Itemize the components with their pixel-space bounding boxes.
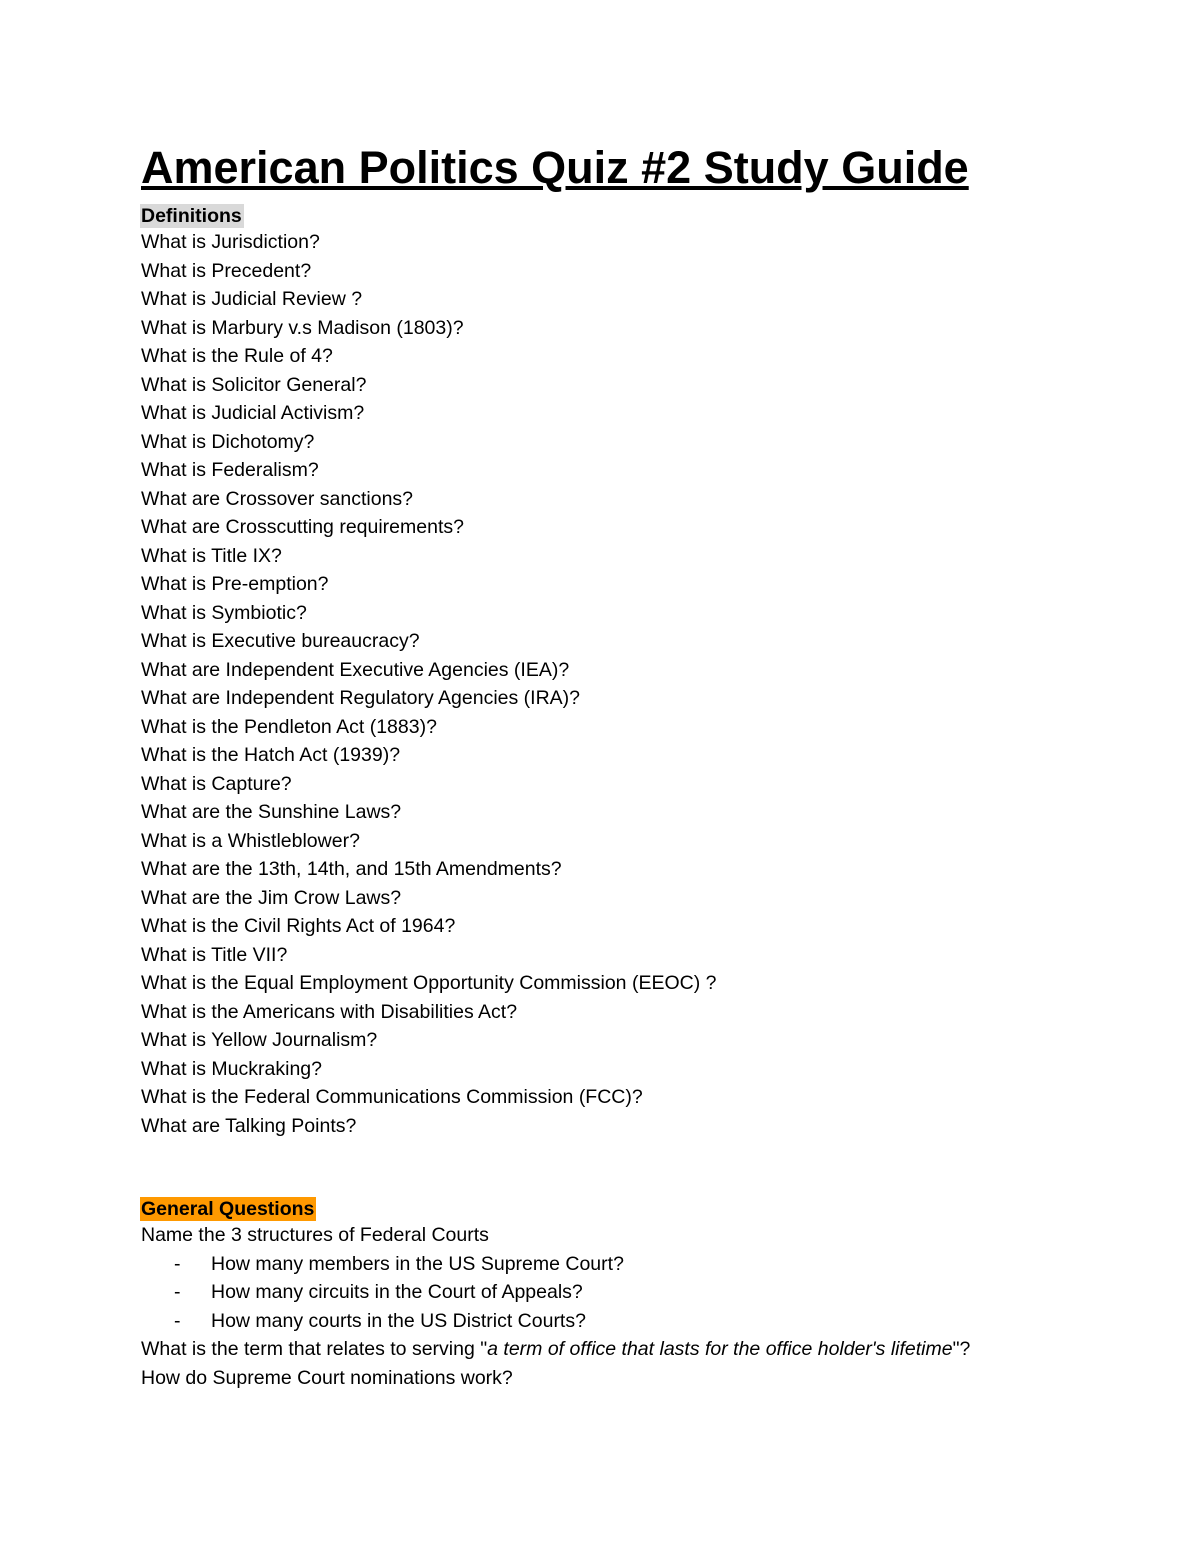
page-title: American Politics Quiz #2 Study Guide [141, 142, 969, 193]
sub-list-item-text: How many members in the US Supreme Court? [211, 1252, 624, 1275]
list-item: What is Title IX? [141, 544, 282, 567]
dash-bullet: - [174, 1252, 181, 1275]
list-item: What is Muckraking? [141, 1057, 322, 1080]
list-item: What are the 13th, 14th, and 15th Amendments? [141, 858, 562, 880]
section-spacer [141, 1140, 1141, 1197]
list-item: What is the Rule of 4? [141, 345, 333, 367]
list-item: What is Federalism? [141, 459, 319, 481]
sub-list-item [141, 1307, 1141, 1336]
list-item: What is Precedent? [141, 259, 312, 282]
federal-courts-sublist [141, 1250, 1141, 1336]
list-item: What are Crosscutting requirements? [141, 516, 464, 538]
list-item: What are Crossover sanctions? [141, 487, 414, 510]
list-item: What is Judicial Review ? [141, 288, 363, 310]
list-item: What are Independent Executive Agencies (IEA)? [141, 658, 570, 681]
definitions-heading: Definitions [141, 205, 242, 227]
list-item: What are Independent Regulatory Agencies (IRA)? [141, 687, 581, 709]
list-item: What are the Sunshine Laws? [141, 801, 402, 823]
list-item: What is the Federal Communications Commission (FCC)? [141, 1086, 643, 1108]
definitions-list [141, 228, 1141, 1140]
question-federal-courts: Name the 3 structures of Federal Courts [141, 1224, 489, 1246]
question-lifetime-term [141, 1335, 1141, 1364]
list-item: What is Yellow Journalism? [141, 1029, 378, 1051]
list-item: What is Marbury v.s Madison (1803)? [141, 316, 464, 339]
sub-list-item-text: How many circuits in the Court of Appeals? [211, 1281, 583, 1303]
question-lifetime-term-quote: a term of office that lasts for the office holder's lifetime [487, 1338, 953, 1360]
sub-list-item [141, 1250, 1141, 1279]
list-item: What is the Equal Employment Opportunity Commission (EEOC) ? [141, 972, 717, 994]
question-lifetime-term-prefix: What is the term that relates to serving " [141, 1338, 488, 1360]
list-item: What is the Hatch Act (1939)? [141, 744, 401, 766]
question-lifetime-term-suffix: "? [952, 1338, 971, 1360]
list-item: What is the Pendleton Act (1883)? [141, 715, 437, 738]
sub-list-item [141, 1278, 1141, 1307]
document-content [141, 140, 1141, 1392]
list-item: What is the Americans with Disabilities Act? [141, 1000, 518, 1023]
list-item: What is Title VII? [141, 943, 288, 966]
list-item: What is Judicial Activism? [141, 402, 365, 424]
list-item: What is a Whistleblower? [141, 829, 360, 852]
list-item: What are the Jim Crow Laws? [141, 886, 402, 909]
list-item: What is Executive bureaucracy? [141, 630, 420, 652]
sub-list-item-text: How many courts in the US District Courts? [211, 1309, 586, 1332]
list-item: What is the Civil Rights Act of 1964? [141, 915, 456, 937]
list-item: What is Jurisdiction? [141, 231, 320, 253]
dash-bullet: - [174, 1281, 181, 1303]
list-item: What is Pre-emption? [141, 573, 329, 595]
list-item: What is Symbiotic? [141, 601, 307, 624]
general-questions-section [141, 1197, 1141, 1392]
general-questions-heading: General Questions [141, 1198, 315, 1220]
list-item: What are Talking Points? [141, 1114, 357, 1137]
dash-bullet: - [174, 1309, 181, 1332]
list-item: What is Dichotomy? [141, 430, 315, 453]
list-item: What is Solicitor General? [141, 373, 367, 396]
list-item: What is Capture? [141, 772, 292, 795]
question-nominations: How do Supreme Court nominations work? [141, 1366, 513, 1389]
